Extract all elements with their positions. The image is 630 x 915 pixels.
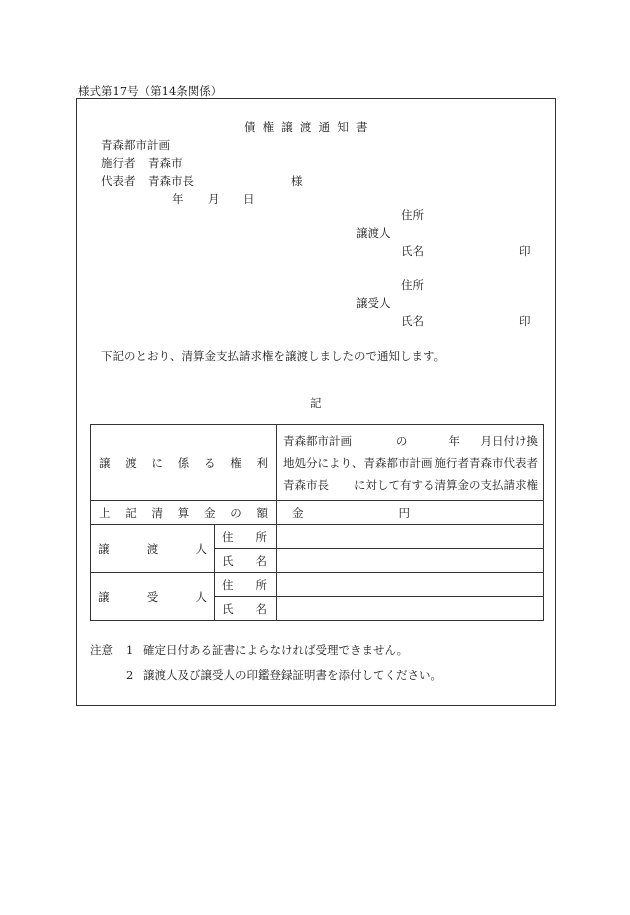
assignor-seal: 印 xyxy=(519,244,531,258)
assignor-role: 譲渡人 xyxy=(356,226,391,240)
amount-value: 金 円 xyxy=(292,505,410,520)
rights-line-1: 青森都市計画 の 年 月 日付け換 xyxy=(283,434,538,448)
assignee-address-label: 住所 xyxy=(401,278,424,292)
assignor-name-field[interactable] xyxy=(277,549,544,573)
assignor-table-label: 譲 渡 人 xyxy=(98,541,207,556)
amount-cell xyxy=(277,501,544,525)
table-row xyxy=(91,573,544,597)
date-month: 月 xyxy=(208,192,220,206)
table-row xyxy=(91,525,544,549)
honorific: 様 xyxy=(291,174,303,188)
rights-line-3: 青森市長 に対して有する清算金の支払請求権 xyxy=(283,478,538,492)
date-day: 日 xyxy=(243,192,255,206)
date-year: 年 xyxy=(172,192,184,206)
addressee-implementer-label: 施行者 xyxy=(101,156,136,170)
addressee-representative-label: 代表者 xyxy=(101,174,136,188)
title-char: 通 xyxy=(318,120,338,134)
table-row xyxy=(91,425,544,501)
rights-description xyxy=(277,425,543,500)
notice-body-text: 下記のとおり、清算金支払請求権を譲渡しましたので通知します。 xyxy=(101,349,446,363)
addressee-plan: 青森都市計画 xyxy=(101,138,170,152)
assignee-seal: 印 xyxy=(519,314,531,328)
title-char: 書 xyxy=(355,120,375,134)
assignee-role: 譲受人 xyxy=(356,296,391,310)
assignor-name-label: 氏名 xyxy=(401,244,424,258)
rights-label: 譲 渡 に 係 る 権 利 xyxy=(99,455,268,470)
assignor-address-field[interactable] xyxy=(277,525,544,549)
note-text: 譲渡人及び譲受人の印鑑登録証明書を添付してください。 xyxy=(143,668,442,682)
assignor-address-label: 住所 xyxy=(401,208,424,222)
assignee-name-sublabel: 氏 名 xyxy=(215,597,277,621)
assignor-name-sublabel: 氏 名 xyxy=(215,549,277,573)
note-number: 1 xyxy=(126,643,134,657)
assignee-name-label: 氏名 xyxy=(401,314,424,328)
amount-label-cell xyxy=(91,501,277,525)
table-row xyxy=(91,501,544,525)
title-char: 譲 xyxy=(281,120,300,134)
form-number: 様式第17号（第14条関係） xyxy=(78,84,223,98)
assignee-name-field[interactable] xyxy=(277,597,544,621)
assignee-address-sublabel: 住 所 xyxy=(215,573,277,597)
assignee-address-field[interactable] xyxy=(277,573,544,597)
document-title xyxy=(244,122,374,134)
note-text: 確定日付ある証書によらなければ受理できません。 xyxy=(143,643,409,657)
title-char: 知 xyxy=(337,120,356,134)
rights-description-cell xyxy=(277,425,544,501)
assignee-table-label: 譲 受 人 xyxy=(98,589,207,604)
notes-label: 注意 xyxy=(90,643,113,657)
addressee-implementer: 青森市 xyxy=(148,156,183,170)
title-char: 権 xyxy=(262,120,282,134)
amount-label: 上 記 清 算 金 の 額 xyxy=(99,505,268,520)
rights-label-cell xyxy=(91,425,277,501)
details-table xyxy=(90,424,544,621)
assignee-label-cell xyxy=(91,573,215,621)
addressee-representative: 青森市長 xyxy=(148,174,194,188)
assignor-label-cell xyxy=(91,525,215,573)
assignor-address-sublabel: 住 所 xyxy=(215,525,277,549)
ki-heading: 記 xyxy=(310,396,322,410)
title-char: 債 xyxy=(244,120,263,134)
rights-line-2: 地処分により、青森都市計画 施行者青森市代表者 xyxy=(283,456,538,470)
note-number: 2 xyxy=(126,668,134,682)
title-char: 渡 xyxy=(299,120,319,134)
